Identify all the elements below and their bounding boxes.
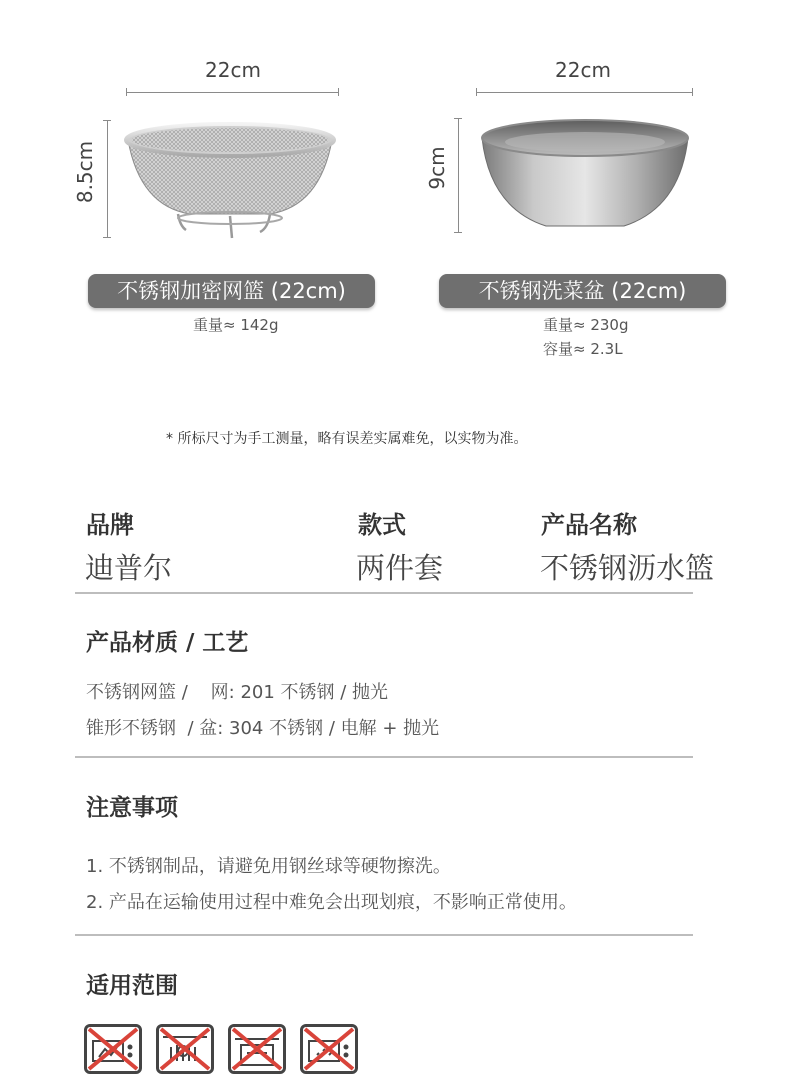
basket-width-tick-left <box>126 88 127 96</box>
style-value: 两件套 <box>356 551 444 585</box>
product-name-header: 产品名称 <box>541 511 637 539</box>
divider-2 <box>75 756 693 758</box>
basket-width-line <box>126 92 339 93</box>
note-line-2: 2. 产品在运输使用过程中难免会出现划痕，不影响正常使用。 <box>86 892 577 913</box>
microwave-prohibited-icon <box>84 1024 142 1074</box>
basket-height-tick-bottom <box>103 237 111 238</box>
basket-name-pill: 不锈钢加密网篮 (22cm) <box>88 274 375 308</box>
bowl-height-tick-bottom <box>454 232 462 233</box>
material-line-1: 不锈钢网篮 / 网: 201 不锈钢 / 抛光 <box>86 682 389 703</box>
basket-height-line <box>107 120 108 238</box>
bowl-height-line <box>458 118 459 233</box>
steam-oven-prohibited-icon <box>300 1024 358 1074</box>
basket-weight: 重量≈ 142g <box>193 316 279 334</box>
oven-prohibited-icon <box>228 1024 286 1074</box>
material-title: 产品材质 / 工艺 <box>86 630 249 656</box>
bowl-width-label: 22cm <box>555 58 611 82</box>
basket-height-label: 8.5cm <box>73 140 97 204</box>
divider-3 <box>75 934 693 936</box>
basket-height-tick-top <box>103 120 111 121</box>
note-line-1: 1. 不锈钢制品，请避免用钢丝球等硬物擦洗。 <box>86 856 451 877</box>
steel-bowl-image <box>476 116 694 236</box>
basket-width-tick-right <box>338 88 339 96</box>
bowl-capacity: 容量≈ 2.3L <box>543 340 623 358</box>
product-name-value: 不锈钢沥水篮 <box>540 551 715 585</box>
divider-1 <box>75 592 693 594</box>
style-header: 款式 <box>358 511 406 539</box>
usage-title: 适用范围 <box>86 973 178 999</box>
brand-value: 迪普尔 <box>85 551 173 585</box>
bowl-name-pill: 不锈钢洗菜盆 (22cm) <box>439 274 726 308</box>
measurement-footnote: * 所标尺寸为手工测量，略有误差实属难免，以实物为准。 <box>166 431 528 447</box>
mesh-basket-image <box>120 118 340 243</box>
bowl-height-tick-top <box>454 118 462 119</box>
material-line-2: 锥形不锈钢 / 盆: 304 不锈钢 / 电解 + 抛光 <box>86 718 440 739</box>
bowl-width-line <box>476 92 693 93</box>
notes-title: 注意事项 <box>86 795 178 821</box>
brand-header: 品牌 <box>86 511 134 539</box>
bowl-width-tick-left <box>476 88 477 96</box>
bowl-weight: 重量≈ 230g <box>543 316 629 334</box>
dishwasher-prohibited-icon <box>156 1024 214 1074</box>
basket-width-label: 22cm <box>205 58 261 82</box>
bowl-height-label: 9cm <box>425 146 449 190</box>
bowl-width-tick-right <box>692 88 693 96</box>
